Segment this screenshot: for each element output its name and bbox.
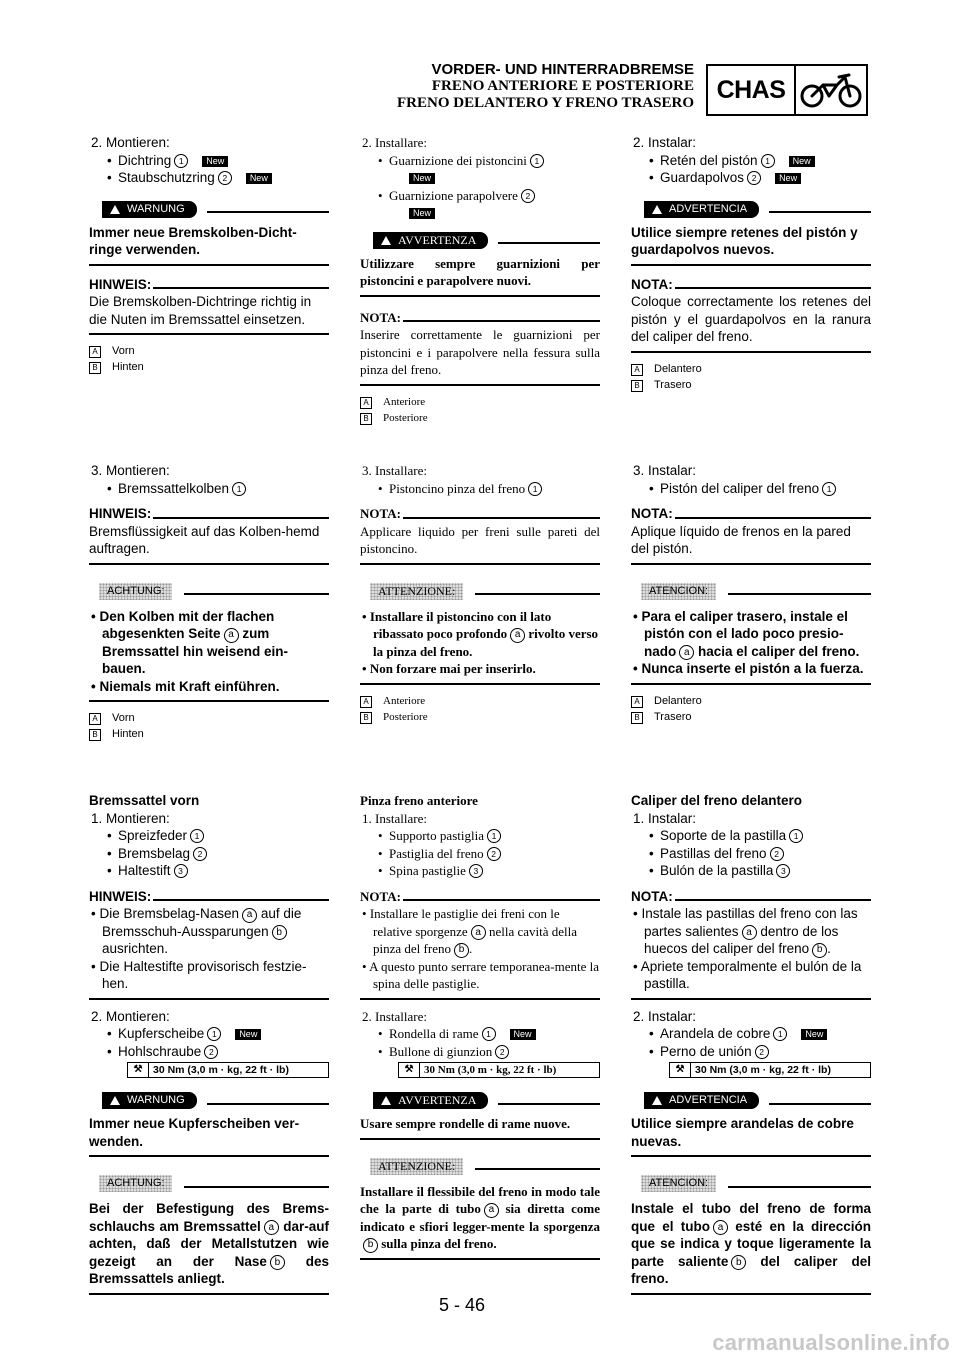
note-heading: HINWEIS: (89, 505, 329, 523)
note-heading: HINWEIS: (89, 276, 329, 294)
it-piston-section (360, 462, 600, 725)
it-caliper-section (360, 792, 600, 1260)
warning-heading: AVVERTENZA (360, 1092, 600, 1109)
warning-heading: ADVERTENCIA (631, 1092, 871, 1109)
caution-item: • Den Kolben mit der flachen abgesenkten Seite a zum Bremssattel hin weisend ein-bauen. (91, 608, 289, 676)
step-label: 2. Montieren: (91, 1008, 170, 1024)
it-seal-section (360, 134, 600, 426)
section-title: Bremssattel vorn (89, 793, 200, 808)
es-seal-section (631, 134, 871, 393)
list-item: • Perno de unión 2 (631, 1043, 871, 1061)
es-caliper-section (631, 792, 871, 1295)
section-title: Caliper del freno delantero (631, 793, 803, 808)
list-item: • Arandela de cobre 1 New (631, 1025, 871, 1043)
warning-text: Usare sempre rondelle di rame nuove. (360, 1116, 571, 1131)
new-badge: New (775, 173, 801, 184)
new-badge: New (789, 156, 815, 167)
caution-item: • Non forzare mai per inserirlo. (362, 661, 536, 676)
es-piston-section (631, 462, 871, 725)
list-item: • Kupferscheibe 1 New (89, 1025, 329, 1043)
legend: A Anteriore B Posteriore (360, 693, 600, 725)
torque-spec: ⚒ 30 Nm (3,0 m · kg, 22 ft · lb) (669, 1062, 871, 1078)
list-item: • Haltestift 3 (89, 862, 329, 880)
caution-item: • Para el caliper trasero, instale el pistón con el lado poco presio-nado a hacia el caliper del freno. (633, 608, 860, 659)
motorcycle-icon (796, 66, 866, 114)
warning-heading: ADVERTENCIA (631, 201, 871, 218)
wrench-icon: ⚒ (670, 1063, 691, 1077)
step-label: 2. Instalar: (633, 1008, 697, 1024)
new-badge: New (801, 1029, 827, 1040)
step-label: 1. Instalar: (633, 810, 697, 826)
list-item: • Bremssattelkolben 1 (89, 480, 329, 498)
warning-text: Immer neue Kupferscheiben ver-wenden. (89, 1116, 300, 1149)
legend: A Delantero B Trasero (631, 693, 871, 725)
caution-heading: ATTENZIONE: (360, 1158, 600, 1175)
note-item: • A questo punto serrare temporanea-mente la spina delle pastiglie. (362, 958, 600, 991)
list-item: • Retén del pistón 1 New (631, 152, 871, 170)
section-tag-label: CHAS (708, 66, 796, 114)
list-item: • Guarnizione dei pistoncini 1 (360, 152, 600, 170)
warning-heading: WARNUNG (89, 201, 329, 218)
list-item: • Spreizfeder 1 (89, 827, 329, 845)
note-text: Applicare liquido per freni sulle pareti del pistoncino. (360, 523, 600, 556)
warning-text: Utilice siempre retenes del pistón y guardapolvos nuevos. (631, 224, 858, 257)
warning-heading: WARNUNG (89, 1092, 329, 1109)
new-badge: New (510, 1029, 536, 1040)
torque-spec: ⚒ 30 Nm (3,0 m · kg, 22 ft · lb) (398, 1062, 600, 1078)
de-piston-section (89, 462, 329, 742)
caution-item: • Niemals mit Kraft einführen. (91, 678, 280, 694)
section-title: Pinza freno anteriore (360, 793, 478, 808)
wrench-icon: ⚒ (128, 1063, 149, 1077)
warning-icon (652, 205, 662, 214)
warning-text: Utilice siempre arandelas de cobre nuevas. (631, 1116, 854, 1149)
warning-icon (652, 1096, 662, 1105)
note-heading: NOTA: (360, 309, 600, 327)
caution-item: • Installare il pistoncino con il lato ribassato poco profondo a rivolto verso la pinza del freno. (362, 608, 599, 659)
title-german: VORDER- UND HINTERRADBREMSE (431, 61, 694, 78)
footer-watermark: carmanualsonline.info (712, 1330, 950, 1355)
list-item: • Pastiglia del freno 2 (360, 845, 600, 863)
note-heading: HINWEIS: (89, 888, 329, 906)
note-item: • Installare le pastiglie dei freni con le relative sporgenze a nella cavità della pinza del freno b . (362, 906, 578, 956)
caution-heading: ACHTUNG: (89, 583, 329, 600)
legend: A Vorn B Hinten (89, 343, 329, 375)
note-heading: NOTA: (631, 888, 871, 906)
new-badge: New (235, 1029, 261, 1040)
caution-heading: ATENCION: (631, 583, 871, 600)
note-text: Coloque correctamente los retenes del pistón y el guardapolvos en la ranura del caliper del freno. (631, 294, 871, 344)
list-item: • Soporte de la pastilla 1 (631, 827, 871, 845)
warning-text: Immer neue Bremskolben-Dicht-ringe verwenden. (89, 224, 297, 257)
list-item: • Dichtring 1 New (89, 152, 329, 170)
warning-icon (110, 1096, 120, 1105)
list-item: • Hohlschraube 2 (89, 1043, 329, 1061)
caution-text: Installare il flessibile del freno in modo tale che la parte di tubo a sia diretta come indicato e sfiori legger-mente la sporgenzab sulla pinza del freno. (360, 1183, 600, 1251)
warning-icon (381, 1096, 391, 1105)
note-heading: NOTA: (631, 276, 871, 294)
legend: A Anteriore B Posteriore (360, 394, 600, 426)
new-badge: New (409, 173, 435, 184)
list-item: • Bremsbelag 2 (89, 845, 329, 863)
step-label: 1. Installare: (362, 810, 427, 826)
note-text: Aplique líquido de frenos en la pared del pistón. (631, 523, 851, 556)
list-item: • Rondella di rame 1 New (360, 1025, 600, 1043)
page-number: 5 - 46 (439, 1295, 486, 1315)
torque-spec: ⚒ 30 Nm (3,0 m · kg, 22 ft · lb) (127, 1062, 329, 1078)
legend: A Delantero B Trasero (631, 361, 871, 393)
warning-text: Utilizzare sempre guarnizioni per pistoncini e parapolvere nuovi. (360, 255, 600, 288)
step-label: 1. Montieren: (91, 810, 170, 826)
note-text: Inserire correttamente le guarnizioni per pistoncini e i parapolvere nella fessura sulla pinza del freno. (360, 327, 600, 377)
warning-icon (110, 205, 120, 214)
header-titles (397, 61, 694, 112)
list-item: • Pastillas del freno 2 (631, 845, 871, 863)
step-label: 3. Instalar: (633, 463, 697, 478)
caution-heading: ATTENZIONE: (360, 583, 600, 600)
new-badge: New (202, 156, 228, 167)
caution-text: Bei der Befestigung des Brems-schlauchs am Bremssattel a dar-auf achten, daß der Metallstutzen wie gezeigt an der Nase b des Bremssattels anliegt. (89, 1201, 329, 1286)
new-badge: New (409, 208, 435, 219)
list-item: • Spina pastiglie 3 (360, 862, 600, 880)
note-item: • Die Bremsbelag-Nasen a auf die Bremsschuh-Aussparungen b ausrichten. (91, 906, 302, 956)
note-heading: NOTA: (360, 505, 600, 523)
list-item: • Guardapolvos 2 New (631, 169, 871, 187)
note-text: Bremsflüssigkeit auf das Kolben-hemd auftragen. (89, 523, 320, 556)
step-label: 3. Montieren: (91, 463, 170, 478)
section-tag (706, 64, 868, 116)
list-item: • Guarnizione parapolvere 2 (360, 187, 600, 205)
list-item: • Supporto pastiglia 1 (360, 827, 600, 845)
note-text: Die Bremskolben-Dichtringe richtig in die Nuten im Bremssattel einsetzen. (89, 294, 312, 327)
list-item: • Bulón de la pastilla 3 (631, 862, 871, 880)
step-label: 2. Installare: (362, 135, 427, 150)
warning-icon (381, 236, 391, 245)
title-spanish: FRENO DELANTERO Y FRENO TRASERO (397, 95, 694, 111)
step-label: 3. Installare: (362, 463, 427, 478)
list-item: • Bullone di giunzion 2 (360, 1043, 600, 1061)
list-item: • Staubschutzring 2 New (89, 169, 329, 187)
legend: A Vorn B Hinten (89, 710, 329, 742)
list-item: • Pistón del caliper del freno 1 (631, 480, 871, 498)
note-heading: NOTA: (360, 888, 600, 906)
de-seal-section (89, 134, 329, 375)
de-caliper-section (89, 792, 329, 1295)
note-item: • Instale las pastillas del freno con las partes salientes a dentro de los huecos del caliper del freno b . (633, 906, 858, 956)
caution-heading: ACHTUNG: (89, 1175, 329, 1192)
caution-text: Instale el tubo del freno de forma que el tubo a esté en la dirección que se indica y toque ligeramente la parte saliente b del caliper del freno. (631, 1201, 871, 1286)
step-label: 2. Instalar: (633, 135, 697, 150)
warning-heading: AVVERTENZA (360, 232, 600, 249)
note-heading: NOTA: (631, 505, 871, 523)
caution-heading: ATENCION: (631, 1175, 871, 1192)
wrench-icon: ⚒ (399, 1063, 420, 1077)
title-italian: FRENO ANTERIORE E POSTERIORE (431, 78, 694, 94)
note-item: • Die Haltestifte provisorisch festzie-hen. (91, 958, 307, 991)
note-item: • Apriete temporalmente el bulón de la pastilla. (633, 958, 862, 991)
list-item: • Pistoncino pinza del freno 1 (360, 480, 600, 498)
new-badge: New (246, 173, 272, 184)
caution-item: • Nunca inserte el pistón a la fuerza. (633, 661, 864, 676)
step-label: 2. Installare: (362, 1008, 427, 1024)
step-label: 2. Montieren: (91, 135, 170, 150)
